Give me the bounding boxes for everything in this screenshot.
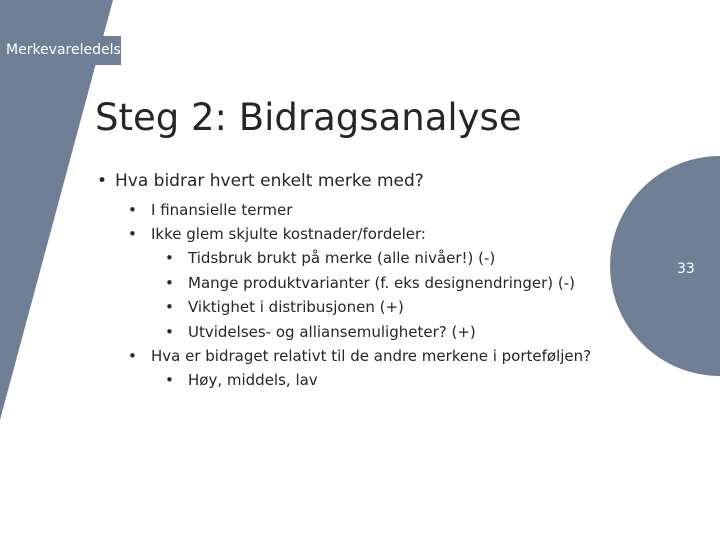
slide-title: Steg 2: Bidragsanalyse [95, 96, 522, 139]
bullet-item: • Hva bidrar hvert enkelt merke med? [95, 170, 655, 192]
bullet-item: • Ikke glem skjulte kostnader/fordeler: [95, 222, 655, 246]
bullet-item: • Viktighet i distribusjonen (+) [95, 295, 655, 320]
bullet-item: • Utvidelses- og alliansemuligheter? (+) [95, 320, 655, 345]
bullet-item: • Tidsbruk brukt på merke (alle nivåer!) (-) [95, 246, 655, 271]
bullet-item: • Høy, middels, lav [95, 368, 655, 393]
bullet-item: • Hva er bidraget relativt til de andre merkene i porteføljen? [95, 344, 655, 368]
bullet-item: • Mange produktvarianter (f. eks designendringer) (-) [95, 271, 655, 296]
bullet-item: • I finansielle termer [95, 198, 655, 222]
course-label: Merkevareledelse [0, 36, 121, 65]
page-number: 33 [677, 261, 695, 277]
bullet-list [95, 170, 655, 393]
